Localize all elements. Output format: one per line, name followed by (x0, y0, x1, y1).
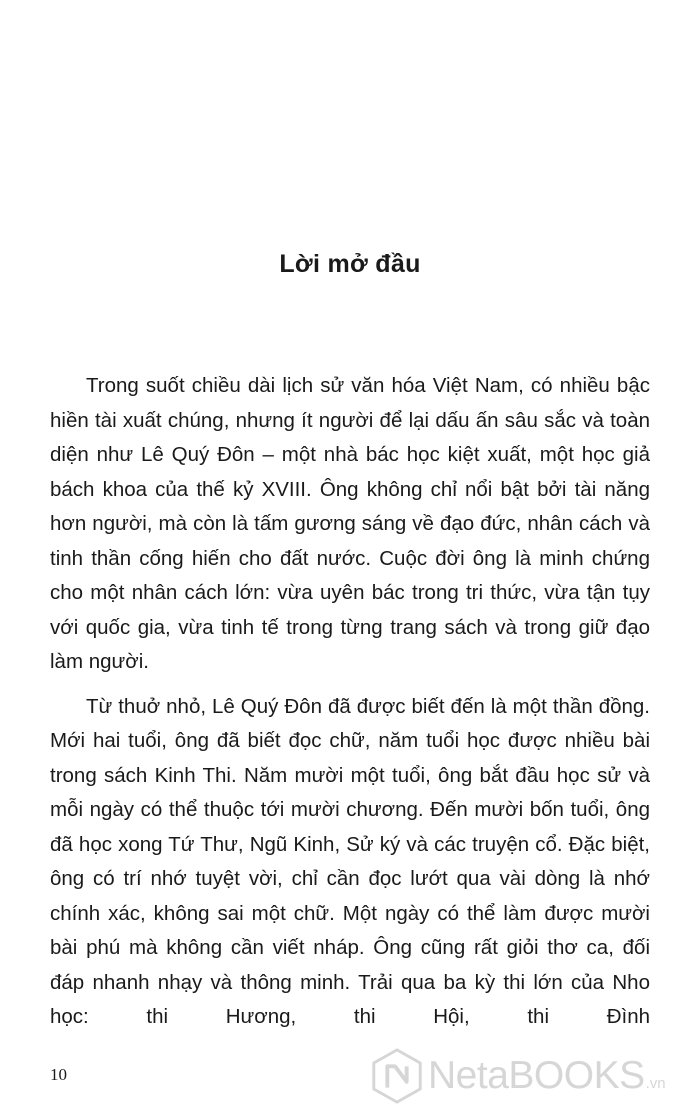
paragraph-2: Từ thuở nhỏ, Lê Quý Đôn đã được biết đến là một thần đồng. Mới hai tuổi, ông đã biết đọc chữ, năm tuổi học được nhiều bài trong sách Kinh Thi. Năm mười một tuổi, ông bắt đầu học sử và mỗi ngày có thể thuộc tới mười chương. Đến mười bốn tuổi, ông đã học xong Tứ Thư, Ngũ Kinh, Sử ký và các truyện cổ. Đặc biệt, ông có trí nhớ tuyệt vời, chỉ cần đọc lướt qua vài dòng là nhớ chính xác, không sai một chữ. Một ngày có thể làm được mười bài phú mà không cần viết nháp. Ông cũng rất giỏi thơ ca, đối đáp nhanh nhạy và thông minh. Trải qua ba kỳ thi lớn của Nho học: thi Hương, thi Hội, thi Đình (50, 694, 650, 1028)
page-number: 10 (50, 1065, 67, 1084)
watermark (368, 1046, 698, 1106)
watermark-suffix: .vn (645, 1075, 666, 1092)
netabooks-logo-icon (368, 1047, 426, 1105)
body-text (50, 369, 650, 1045)
paragraph-1: Trong suốt chiều dài lịch sử văn hóa Việt Nam, có nhiều bậc hiền tài xuất chúng, nhưng ít người để lại dấu ấn sâu sắc và toàn diện như Lê Quý Đôn – một nhà bác học kiệt xuất, một học giả bách khoa của thế kỷ XVIII. Ông không chỉ nổi bật bởi tài năng hơn người, mà còn là tấm gương sáng về đạo đức, nhân cách và tinh thần cống hiến cho đất nước. Cuộc đời ông là minh chứng cho một nhân cách lớn: vừa uyên bác trong tri thức, vừa tận tụy với quốc gia, vừa tinh tế trong từng trang sách và trong giữ đạo làm người. (50, 374, 650, 673)
chapter-title: Lời mở đầu (279, 250, 421, 278)
watermark-brand: NetaBOOKS (428, 1054, 645, 1097)
